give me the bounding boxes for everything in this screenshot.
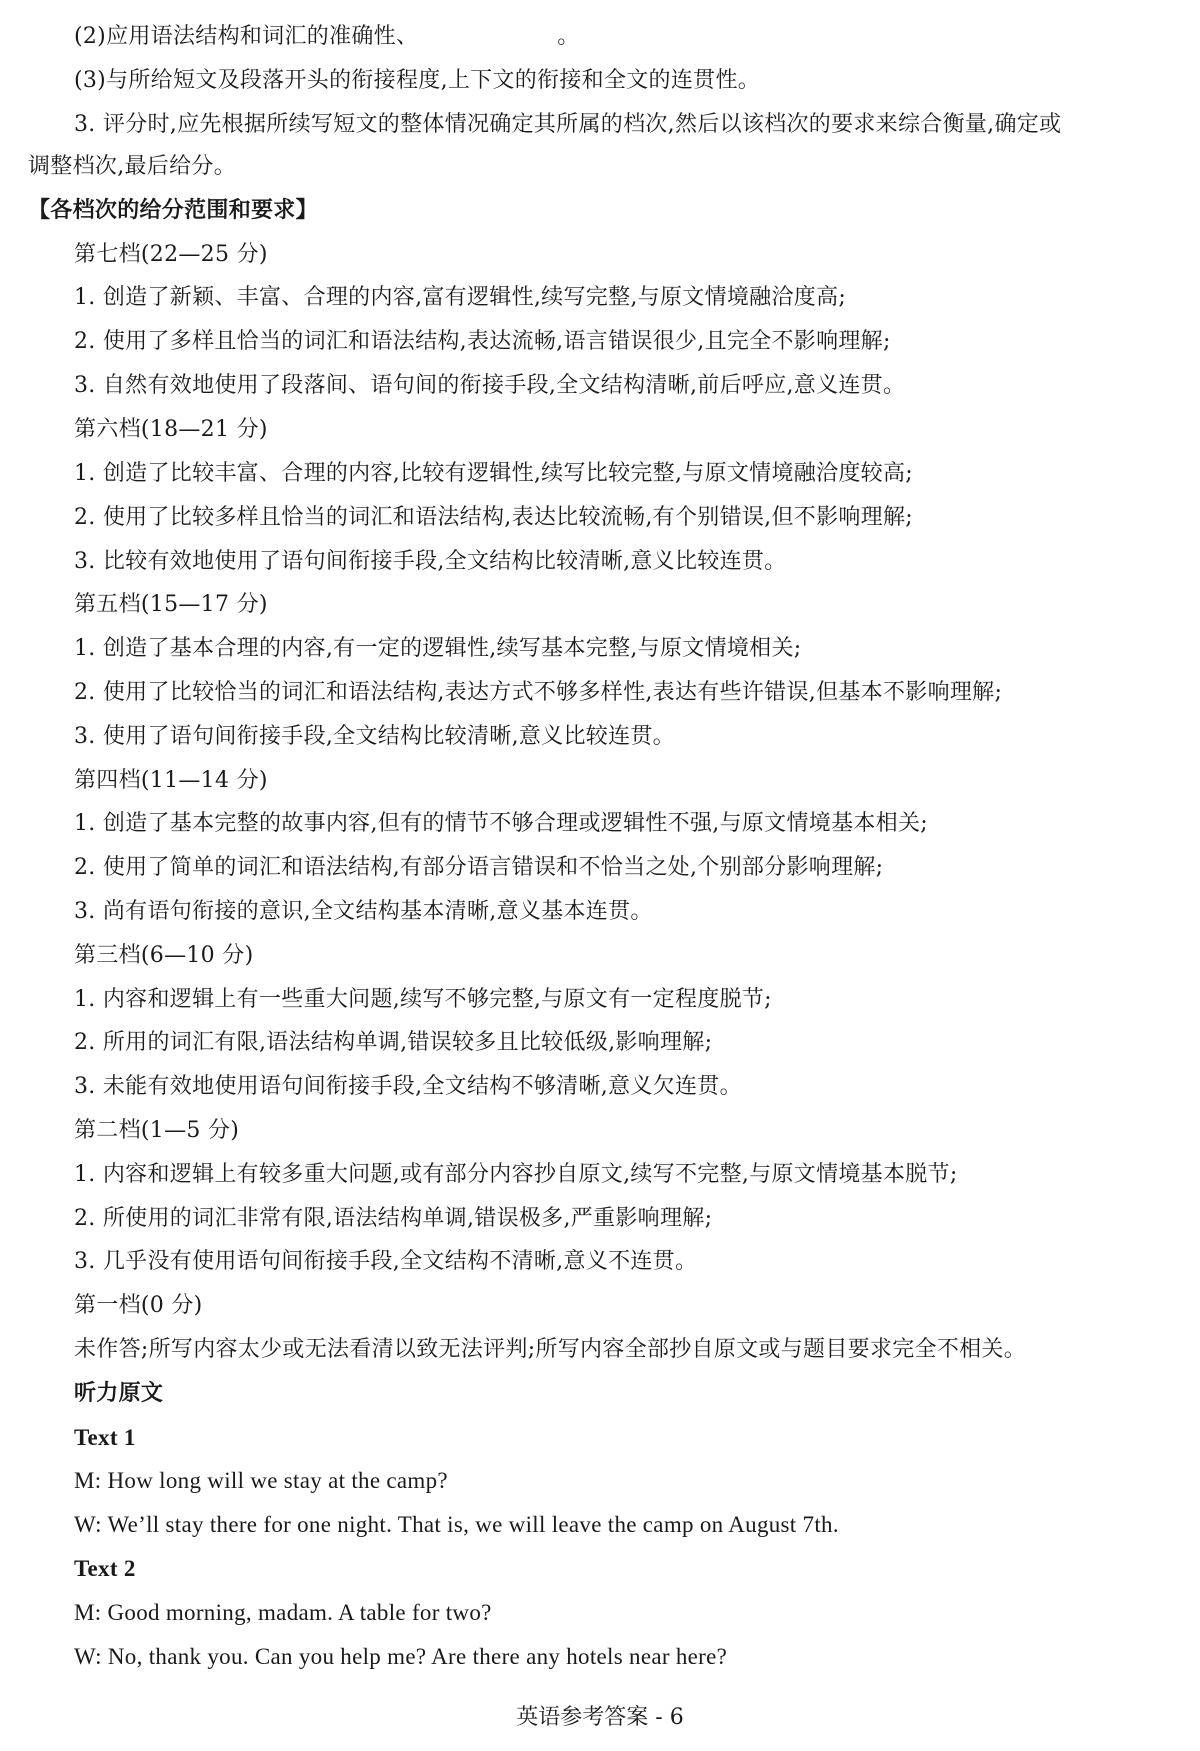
band-2-title: 第二档(1—5 分) <box>74 1118 240 1143</box>
text-1-heading: Text 1 <box>74 1425 136 1450</box>
band-5-title: 第五档(15—17 分) <box>74 592 268 617</box>
band-7-title: 第七档(22—25 分) <box>74 242 268 267</box>
text-2-heading: Text 2 <box>74 1556 136 1581</box>
band-3-item-3: 3. 未能有效地使用语句间衔接手段,全文结构不够清晰,意义欠连贯。 <box>74 1074 742 1099</box>
band-6-title: 第六档(18—21 分) <box>74 417 268 442</box>
band-2-item-3: 3. 几乎没有使用语句间衔接手段,全文结构不清晰,意义不连贯。 <box>74 1249 698 1274</box>
scoring-note-line-2: 调整档次,最后给分。 <box>28 154 236 179</box>
band-4-item-3: 3. 尚有语句衔接的意识,全文结构基本清晰,意义基本连贯。 <box>74 899 653 924</box>
band-3-item-1: 1. 内容和逻辑上有一些重大问题,续写不够完整,与原文有一定程度脱节; <box>74 987 772 1012</box>
band-3-title: 第三档(6—10 分) <box>74 943 254 968</box>
page-footer: 英语参考答案 - 6 <box>516 1705 684 1730</box>
band-2-item-1: 1. 内容和逻辑上有较多重大问题,或有部分内容抄自原文,续写不完整,与原文情境基本脱节; <box>74 1162 958 1187</box>
band-3-item-2: 2. 所用的词汇有限,语法结构单调,错误较多且比较低级,影响理解; <box>74 1030 713 1055</box>
band-7-item-2: 2. 使用了多样且恰当的词汇和语法结构,表达流畅,语言错误很少,且完全不影响理解; <box>74 329 891 354</box>
section-heading-score-bands: 【各档次的给分范围和要求】 <box>28 198 318 223</box>
band-2-item-2: 2. 所使用的词汇非常有限,语法结构单调,错误极多,严重影响理解; <box>74 1206 713 1231</box>
text-1-line-m: M: How long will we stay at the camp? <box>74 1468 448 1493</box>
band-5-item-3: 3. 使用了语句间衔接手段,全文结构比较清晰,意义比较连贯。 <box>74 724 675 749</box>
text-2-line-m: M: Good morning, madam. A table for two? <box>74 1600 492 1625</box>
band-1-item: 未作答;所写内容太少或无法看清以致无法评判;所写内容全部抄自原文或与题目要求完全不相关。 <box>74 1337 1027 1362</box>
band-1-title: 第一档(0 分) <box>74 1293 203 1318</box>
text-1-line-w: W: We’ll stay there for one night. That is, we will leave the camp on August 7th. <box>74 1512 839 1537</box>
band-4-title: 第四档(11—14 分) <box>74 768 268 793</box>
band-4-item-2: 2. 使用了简单的词汇和语法结构,有部分语言错误和不恰当之处,个别部分影响理解; <box>74 855 884 880</box>
listening-transcript-heading: 听力原文 <box>74 1381 164 1406</box>
band-5-item-2: 2. 使用了比较恰当的词汇和语法结构,表达方式不够多样性,表达有些许错误,但基本不影响理解; <box>74 680 1003 705</box>
band-6-item-2: 2. 使用了比较多样且恰当的词汇和语法结构,表达比较流畅,有个别错误,但不影响理解; <box>74 505 913 530</box>
criterion-line-2: (2)应用语法结构和词汇的准确性、 。 <box>74 24 580 49</box>
band-5-item-1: 1. 创造了基本合理的内容,有一定的逻辑性,续写基本完整,与原文情境相关; <box>74 636 802 661</box>
band-6-item-3: 3. 比较有效地使用了语句间衔接手段,全文结构比较清晰,意义比较连贯。 <box>74 549 787 574</box>
text-2-line-w: W: No, thank you. Can you help me? Are there any hotels near here? <box>74 1644 728 1669</box>
band-7-item-1: 1. 创造了新颖、丰富、合理的内容,富有逻辑性,续写完整,与原文情境融洽度高; <box>74 285 847 310</box>
band-6-item-1: 1. 创造了比较丰富、合理的内容,比较有逻辑性,续写比较完整,与原文情境融洽度较高; <box>74 461 913 486</box>
criterion-line-3: (3)与所给短文及段落开头的衔接程度,上下文的衔接和全文的连贯性。 <box>74 68 761 93</box>
band-7-item-3: 3. 自然有效地使用了段落间、语句间的衔接手段,全文结构清晰,前后呼应,意义连贯。 <box>74 373 906 398</box>
scoring-note-line-1: 3. 评分时,应先根据所续写短文的整体情况确定其所属的档次,然后以该档次的要求来综合衡量,确定或 <box>74 112 1062 137</box>
band-4-item-1: 1. 创造了基本完整的故事内容,但有的情节不够合理或逻辑性不强,与原文情境基本相关; <box>74 811 928 836</box>
